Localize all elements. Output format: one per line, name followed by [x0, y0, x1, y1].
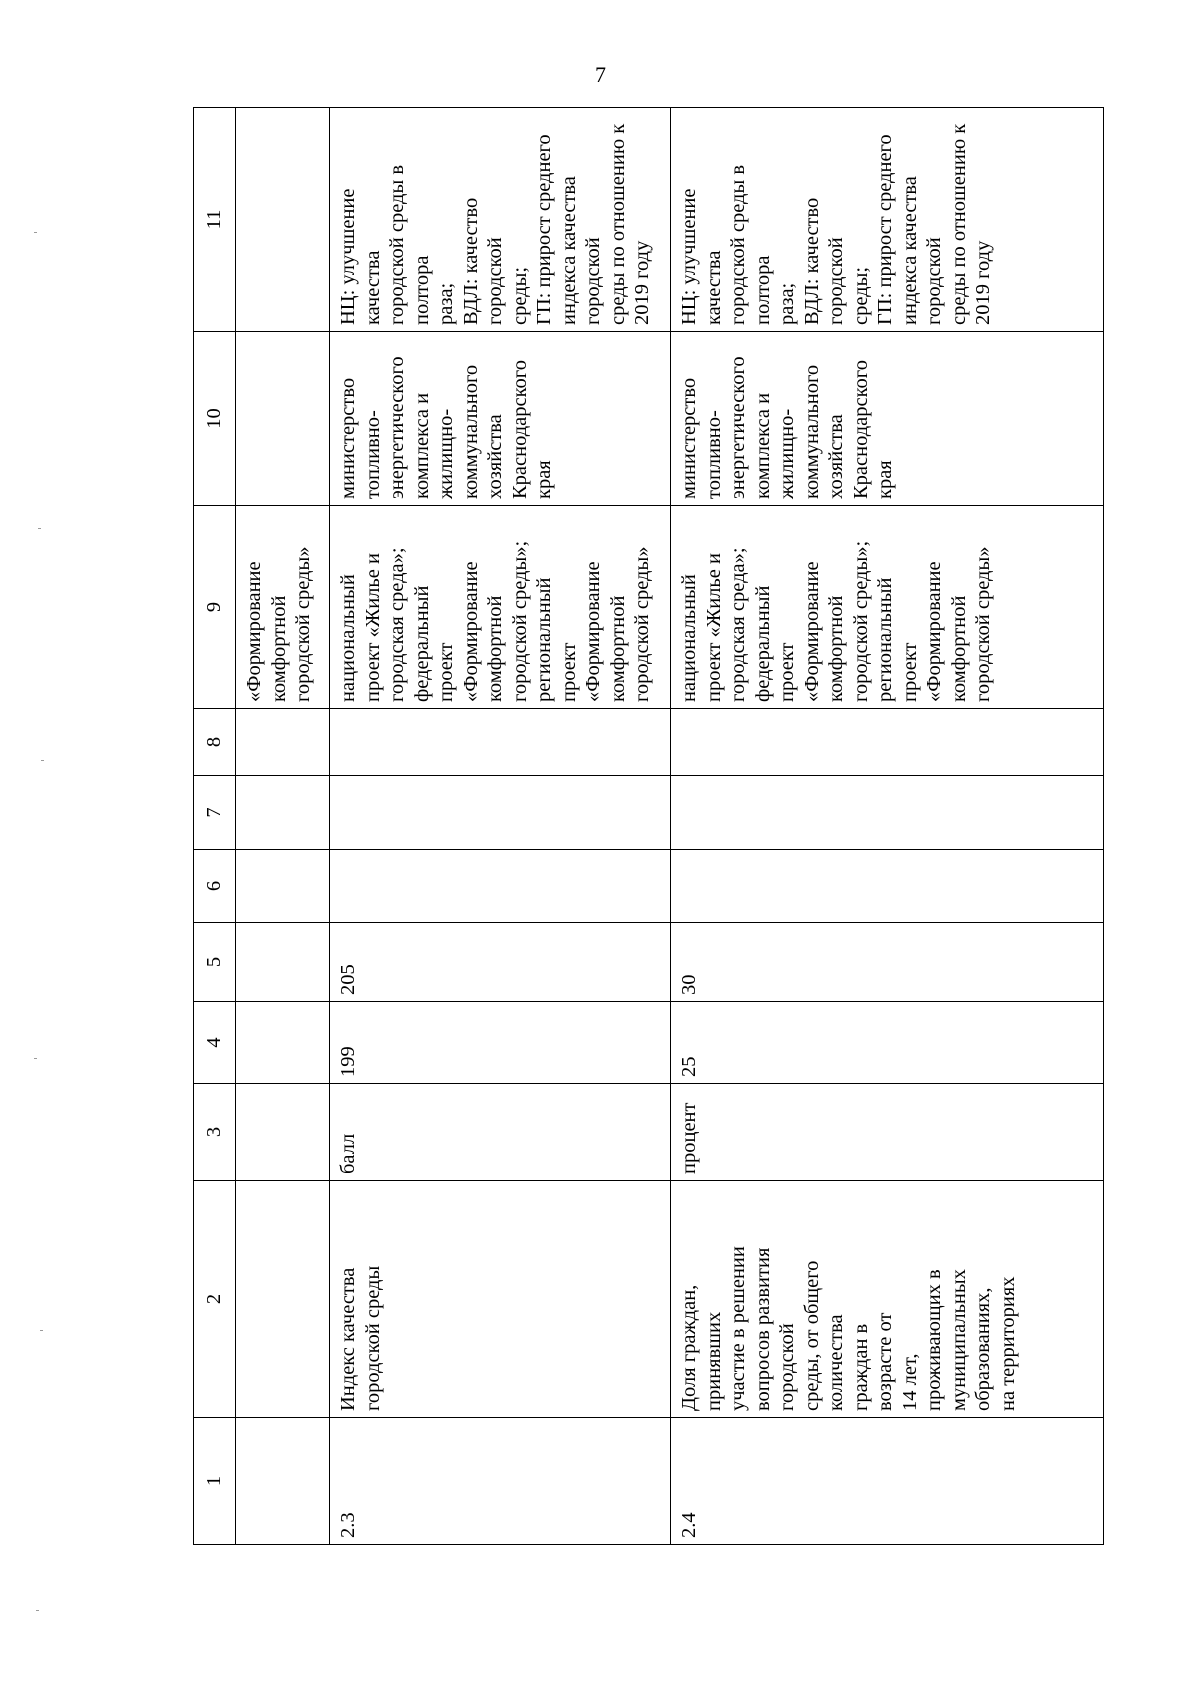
- indicator-name-cell: Доля граждан, принявших участие в решении вопросов развития городской среды, от общего количества граждан в возрасте от 14 лет, проживающих в муниципальных образованиях, на территориях: [671, 1181, 1104, 1418]
- value-cell: [236, 709, 330, 776]
- column-header: 7: [194, 776, 236, 850]
- unit-cell: процент: [671, 1084, 1104, 1181]
- row-number-cell: [236, 1418, 330, 1545]
- goal-link-cell: НЦ: улучшение качества городской среды в полтора раза; ВДЛ: качество городской среды; ГП: прирост среднего индекса качества городской среды по отношению к 2019 году: [330, 108, 671, 332]
- scan-speck: [38, 528, 41, 529]
- scan-speck: [40, 1330, 43, 1331]
- value-cell: 30: [671, 923, 1104, 1002]
- scan-speck: [34, 232, 37, 233]
- table-header-row: [194, 108, 236, 1545]
- value-cell: [671, 776, 1104, 850]
- value-cell: [236, 850, 330, 923]
- value-cell: [236, 776, 330, 850]
- value-cell: [330, 776, 671, 850]
- column-header: 8: [194, 709, 236, 776]
- scan-speck: [36, 1610, 39, 1611]
- page-number: 7: [595, 62, 606, 87]
- responsible-cell: [236, 332, 330, 506]
- value-cell: 25: [671, 1002, 1104, 1084]
- row-number-cell: 2.3: [330, 1418, 671, 1545]
- table-row: [330, 108, 671, 1545]
- column-header: 10: [194, 332, 236, 506]
- column-header: 6: [194, 850, 236, 923]
- goal-link-cell: НЦ: улучшение качества городской среды в полтора раза; ВДЛ: качество городской среды; ГП: прирост среднего индекса качества городской среды по отношению к 2019 году: [671, 108, 1104, 332]
- table-row: [671, 108, 1104, 1545]
- unit-cell: [236, 1084, 330, 1181]
- column-header: 3: [194, 1084, 236, 1181]
- value-cell: [236, 923, 330, 1002]
- scan-speck: [41, 760, 44, 761]
- responsible-cell: министерство топливно- энергетического комплекса и жилищно- коммунального хозяйства Краснодарского края: [330, 332, 671, 506]
- value-cell: 205: [330, 923, 671, 1002]
- scan-speck: [34, 1058, 37, 1059]
- column-header: 2: [194, 1181, 236, 1418]
- column-header: 11: [194, 108, 236, 332]
- indicator-name-cell: Индекс качества городской среды: [330, 1181, 671, 1418]
- column-header: 1: [194, 1418, 236, 1545]
- table-row: [236, 108, 330, 1545]
- rotated-table-container: [193, 108, 1104, 1545]
- goal-link-cell: [236, 108, 330, 332]
- value-cell: [671, 850, 1104, 923]
- indicators-table: [193, 107, 1104, 1545]
- column-header: 4: [194, 1002, 236, 1084]
- value-cell: 199: [330, 1002, 671, 1084]
- project-cell: национальный проект «Жилье и городская среда»; федеральный проект «Формирование комфортной городской среды»; региональный проект «Формирование комфортной городской среды»: [671, 506, 1104, 709]
- row-number-cell: 2.4: [671, 1418, 1104, 1545]
- responsible-cell: министерство топливно- энергетического комплекса и жилищно- коммунального хозяйства Краснодарского края: [671, 332, 1104, 506]
- unit-cell: балл: [330, 1084, 671, 1181]
- value-cell: [671, 709, 1104, 776]
- value-cell: [330, 709, 671, 776]
- indicator-name-cell: [236, 1181, 330, 1418]
- column-header: 9: [194, 506, 236, 709]
- value-cell: [330, 850, 671, 923]
- column-header: 5: [194, 923, 236, 1002]
- project-cell: национальный проект «Жилье и городская среда»; федеральный проект «Формирование комфортной городской среды»; региональный проект «Формирование комфортной городской среды»: [330, 506, 671, 709]
- value-cell: [236, 1002, 330, 1084]
- project-cell: «Формирование комфортной городской среды»: [236, 506, 330, 709]
